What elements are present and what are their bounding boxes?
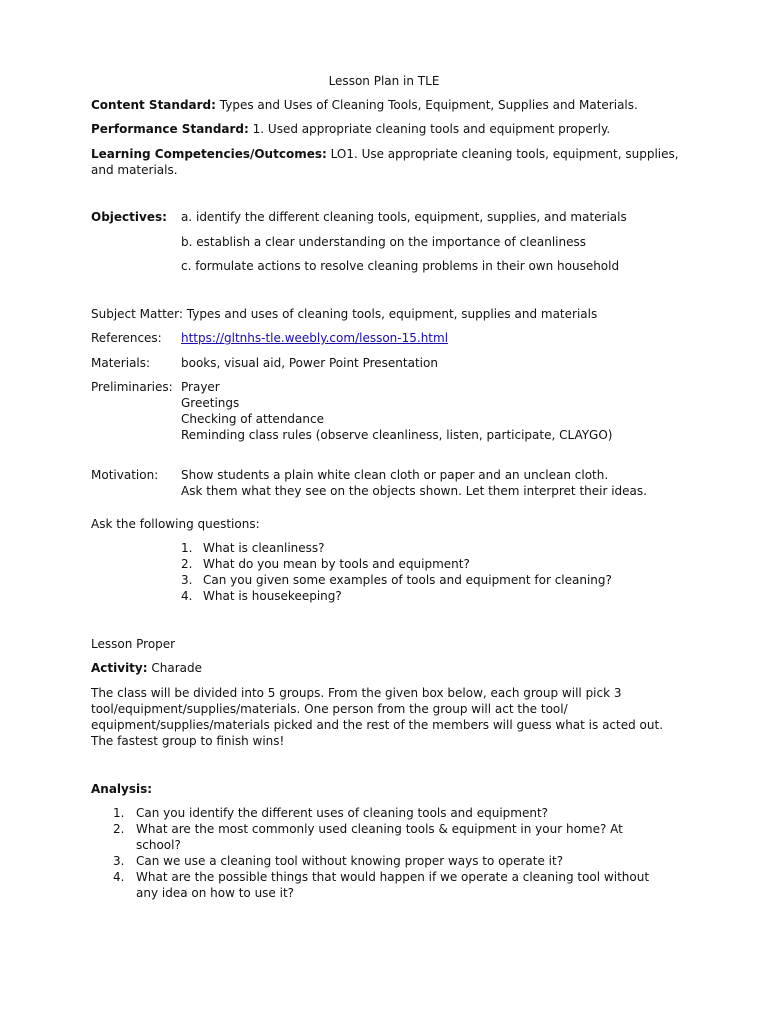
learning-competencies <box>91 146 679 162</box>
content-standard-label: Content Standard: <box>91 98 216 112</box>
analysis-number: 1. <box>113 806 125 820</box>
analysis-text: What are the most commonly used cleaning tools & equipment in your home? At <box>136 822 623 836</box>
learning-competencies-label: Learning Competencies/Outcomes: <box>91 147 327 161</box>
lesson-proper-heading: Lesson Proper <box>91 637 176 651</box>
activity-description-line: The fastest group to finish wins! <box>91 734 285 748</box>
motivation-line: Ask them what they see on the objects shown. Let them interpret their ideas. <box>181 484 647 498</box>
performance-standard <box>91 121 610 137</box>
question-number: 2. <box>181 557 193 571</box>
performance-standard-label: Performance Standard: <box>91 122 249 136</box>
analysis-number: 4. <box>113 870 125 884</box>
question-number: 4. <box>181 589 193 603</box>
preliminaries-label: Preliminaries: <box>91 380 173 394</box>
document-title: Lesson Plan in TLE <box>328 74 440 88</box>
references-label: References: <box>91 331 162 345</box>
materials-text: books, visual aid, Power Point Presentation <box>181 356 438 370</box>
analysis-text: What are the possible things that would happen if we operate a cleaning tool without <box>136 870 650 884</box>
objective-item: a. identify the different cleaning tools, equipment, supplies, and materials <box>181 210 627 224</box>
analysis-number: 2. <box>113 822 125 836</box>
analysis-label: Analysis: <box>91 782 153 796</box>
motivation-label: Motivation: <box>91 468 159 482</box>
preliminary-item: Checking of attendance <box>181 412 324 426</box>
preliminary-item: Prayer <box>181 380 220 394</box>
objective-item: b. establish a clear understanding on the importance of cleanliness <box>181 235 586 249</box>
activity-description-line: tool/equipment/supplies/materials. One person from the group will act the tool/ <box>91 702 568 716</box>
performance-standard-text: 1. Used appropriate cleaning tools and equipment properly. <box>252 122 611 136</box>
content-standard-text: Types and Uses of Cleaning Tools, Equipment, Supplies and Materials. <box>219 98 638 112</box>
objective-item: c. formulate actions to resolve cleaning problems in their own household <box>181 259 620 273</box>
references-link[interactable]: https://gltnhs-tle.weebly.com/lesson-15.html <box>181 331 449 345</box>
analysis-text: any idea on how to use it? <box>136 886 295 900</box>
activity-description-line: equipment/supplies/materials picked and the rest of the members will guess what is acted out. <box>91 718 664 732</box>
question-number: 3. <box>181 573 193 587</box>
question-text: What is cleanliness? <box>203 541 325 555</box>
motivation-line: Show students a plain white clean cloth or paper and an unclean cloth. <box>181 468 609 482</box>
learning-competencies-text-line2: and materials. <box>91 163 178 177</box>
question-text: What do you mean by tools and equipment? <box>203 557 470 571</box>
objectives-label: Objectives: <box>91 210 167 224</box>
preliminary-item: Reminding class rules (observe cleanliness, listen, participate, CLAYGO) <box>181 428 613 442</box>
analysis-text: Can we use a cleaning tool without knowing proper ways to operate it? <box>136 854 564 868</box>
activity <box>91 660 202 676</box>
question-text: Can you given some examples of tools and equipment for cleaning? <box>203 573 612 587</box>
activity-text: Charade <box>151 661 202 675</box>
question-text: What is housekeeping? <box>203 589 342 603</box>
analysis-number: 3. <box>113 854 125 868</box>
analysis-text: Can you identify the different uses of cleaning tools and equipment? <box>136 806 549 820</box>
materials-label: Materials: <box>91 356 151 370</box>
subject-matter: Subject Matter: Types and uses of cleaning tools, equipment, supplies and materials <box>91 307 598 321</box>
analysis-text: school? <box>136 838 181 852</box>
preliminary-item: Greetings <box>181 396 240 410</box>
question-number: 1. <box>181 541 193 555</box>
content-standard <box>91 97 638 113</box>
activity-label: Activity: <box>91 661 148 675</box>
learning-competencies-text-line1: LO1. Use appropriate cleaning tools, equipment, supplies, <box>330 147 679 161</box>
questions-intro: Ask the following questions: <box>91 517 260 531</box>
activity-description-line: The class will be divided into 5 groups. From the given box below, each group will pick 3 <box>91 686 622 700</box>
